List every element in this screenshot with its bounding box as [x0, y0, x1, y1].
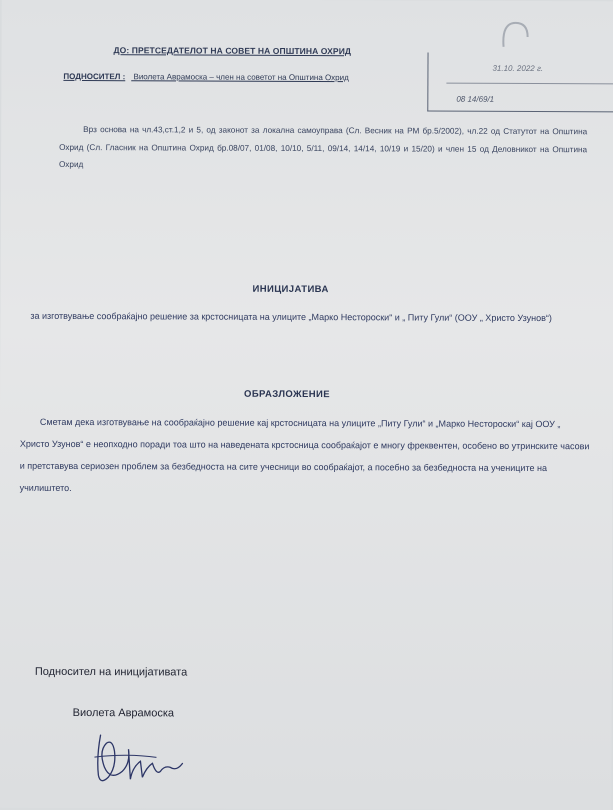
stamp-divider — [446, 83, 613, 85]
paper-clip-icon — [498, 17, 534, 57]
addressee-line: ДО: ПРЕТСЕДАТЕЛОТ НА СОВЕТ НА ОПШТИНА ОХРИД — [113, 45, 352, 57]
stamp-date: 31.10. 2022 г. — [492, 63, 544, 74]
footer-submitter-label: Подносител на иницијативата — [34, 665, 188, 679]
handwritten-signature — [86, 727, 196, 789]
submitter-header-line — [63, 72, 348, 82]
initiative-title: ИНИЦИЈАТИВА — [252, 283, 329, 296]
explanation-title: ОБРАЗЛОЖЕНИЕ — [244, 388, 331, 401]
footer-submitter-name: Виолета Аврамоска — [72, 706, 175, 720]
submitter-header-text: Виолета Аврамоска – член на советот на Општина Охрид — [133, 72, 349, 83]
submitter-header-label: ПОДНОСИТЕЛ : — [63, 71, 126, 82]
legal-basis-paragraph: Врз основа на чл.43,ст.1,2 и 5, од законот за локална самоуправа (Сл. Весник на РМ бр.5/2002), чл.22 од Статутот на Општина Охрид (Сл. Гласник на Општина Охрид бр.08/07, 01/08, 10/10, 5/11, 09/14, 14/14, 10/19 и 15/20) и член 15 од Деловникот на Општина Охрид — [59, 125, 588, 170]
stamp-number: 08 14/69/1 — [456, 94, 495, 104]
explanation-text: Сметам дека изготвување на сообраќајно решение кај крстосницата на улиците „Питу Гули“ и „Марко Несторoски“ кај ООУ „ Христо Узунов“ е неопходно поради тоа што на наведената крстосница сообраќајот е многу фреквентен, особено во утринските часови и претставува сериозен проблем за безбедноста на сите учесници во сообраќајот, а посебно за безбедноста на учениците на училиштето. — [19, 416, 590, 493]
initiative-text: за изготвување сообраќајно решение за крстосницата на улиците „Марко Несторoски“ и „ Питу Гули“ (ООУ „ Христо Узунов“) — [30, 310, 552, 324]
registry-stamp — [427, 53, 613, 113]
